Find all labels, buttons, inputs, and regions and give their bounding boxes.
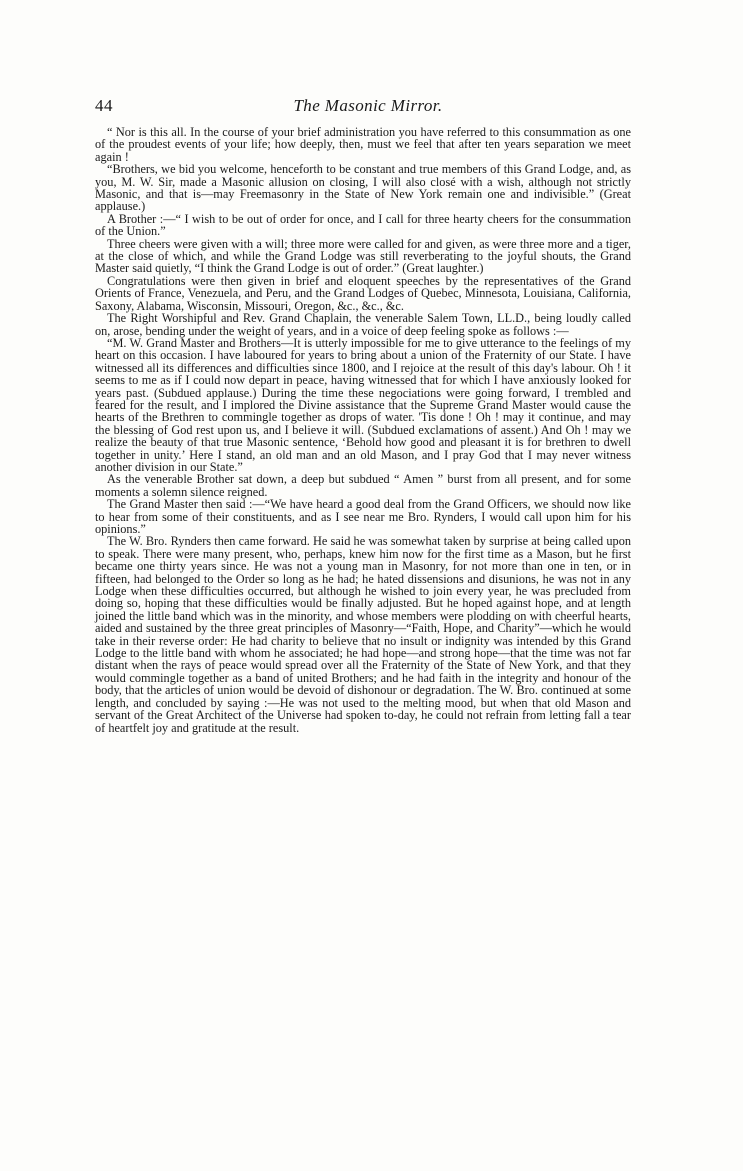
page-number: 44 <box>95 96 113 115</box>
paragraph: A Brother :—“ I wish to be out of order for once, and I call for three hearty cheers for the consummation of the Union.” <box>95 211 631 239</box>
paragraph: The Grand Master then said :—“We have heard a good deal from the Grand Officers, we should now like to hear from some of their constituents, and as I see near me Bro. Rynders, I would call upon him for his opinions.” <box>95 497 631 536</box>
paragraph: Three cheers were given with a will; three more were called for and given, as were three more and a tiger, at the close of which, and while the Grand Lodge was still reverberating to the joyful shouts, the Grand Master said quietly, “I think the Grand Lodge is out of order.” (Great laughter.) <box>95 236 631 276</box>
paragraph: Congratulations were then given in brief and eloquent speeches by the representatives of the Grand Orients of France, Venezuela, and Peru, and the Grand Lodges of Quebec, Minnesota, Louisiana, California, Saxony, Alabama, Wisconsin, Missouri, Oregon, &c., &c., &c. <box>95 273 631 313</box>
running-title: The Masonic Mirror. <box>293 96 443 115</box>
paragraph: “Brothers, we bid you welcome, henceforth to be constant and true members of this Grand Lodge, and, as you, M. W. Sir, made a Masonic allusion on closing, I will also closé with a wish, although not strictly Masonic, and that is—may Freemasonry in the State of New York remain one and indivisible.” (Great applause.) <box>95 162 631 214</box>
page-header <box>95 96 641 122</box>
article-body <box>95 126 631 734</box>
paragraph: The W. Bro. Rynders then came forward. He said he was somewhat taken by surprise at being called upon to speak. There were many present, who, perhaps, knew him now for the first time as a Mason, but he first became one thirty years since. He was not a young man in Masonry, for not more than one in ten, or in fifteen, had belonged to the Order so long as he had; he hated dissensions and disunions, he was not in any Lodge when these difficulties occurred, but although he wished to join every year, he was precluded from doing so, hoping that these difficulties would be finally adjusted. But he hoped against hope, and at length joined the little band which was in the minority, and whose members were plodding on with cheerful hearts, aided and sustained by the three great principles of Masonry—“Faith, Hope, and Charity”—which he would take in their reverse order: He had charity to believe that no insult or indignity was intended by this Grand Lodge to the little band with whom he associated; he had hope—and strong hope—that the time was not far distant when the rays of peace would spread over all the Fraternity of the State of New York, and that they would commingle together as a band of united Brothers; and he had faith in the integrity and honour of the body, that the articles of union would be devoid of dishonour or degradation. The W. Bro. continued at some length, and concluded by saying :—He was not used to the melting mood, but when that old Mason and servant of the Great Architect of the Universe had spoken to-day, he could not refrain from letting fall a tear of heartfelt joy and gratitude at the result. <box>95 534 631 735</box>
paragraph: The Right Worshipful and Rev. Grand Chaplain, the venerable Salem Town, LL.D., being loudly called on, arose, bending under the weight of years, and in a voice of deep feeling spoke as follows :— <box>95 311 631 338</box>
paragraph: As the venerable Brother sat down, a deep but subdued “ Amen ” burst from all present, and for some moments a solemn silence reigned. <box>95 472 631 499</box>
paragraph: “ Nor is this all. In the course of your brief administration you have referred to this consummation as one of the proudest events of your life; how deeply, then, must we feel that after ten years separation we meet again ! <box>95 125 631 164</box>
paragraph: “M. W. Grand Master and Brothers—It is utterly impossible for me to give utterance to the feelings of my heart on this occasion. I have laboured for years to bring about a union of the Fraternity of our State. I have witnessed all its differences and difficulties since 1800, and I rejoice at the result of this day's labour. Oh ! it seems to me as if I could now depart in peace, having witnessed that for which I have anxiously looked for years past. (Subdued applause.) During the time these negociations were going forward, I trembled and feared for the result, and I implored the Divine assistance that the Supreme Grand Master would cause the hearts of the Brethren to commingle together as drops of water. 'Tis done ! Oh ! may it continue, and may the blessing of God rest upon us, and I believe it will. (Subdued exclamations of assent.) And Oh ! may we realize the beauty of that true Masonic sentence, ‘Behold how good and pleasant it is for brethren to dwell together in unity.’ Here I stand, an old man and an old Mason, and I pray God that I may never witness another division in our State.” <box>95 335 631 474</box>
